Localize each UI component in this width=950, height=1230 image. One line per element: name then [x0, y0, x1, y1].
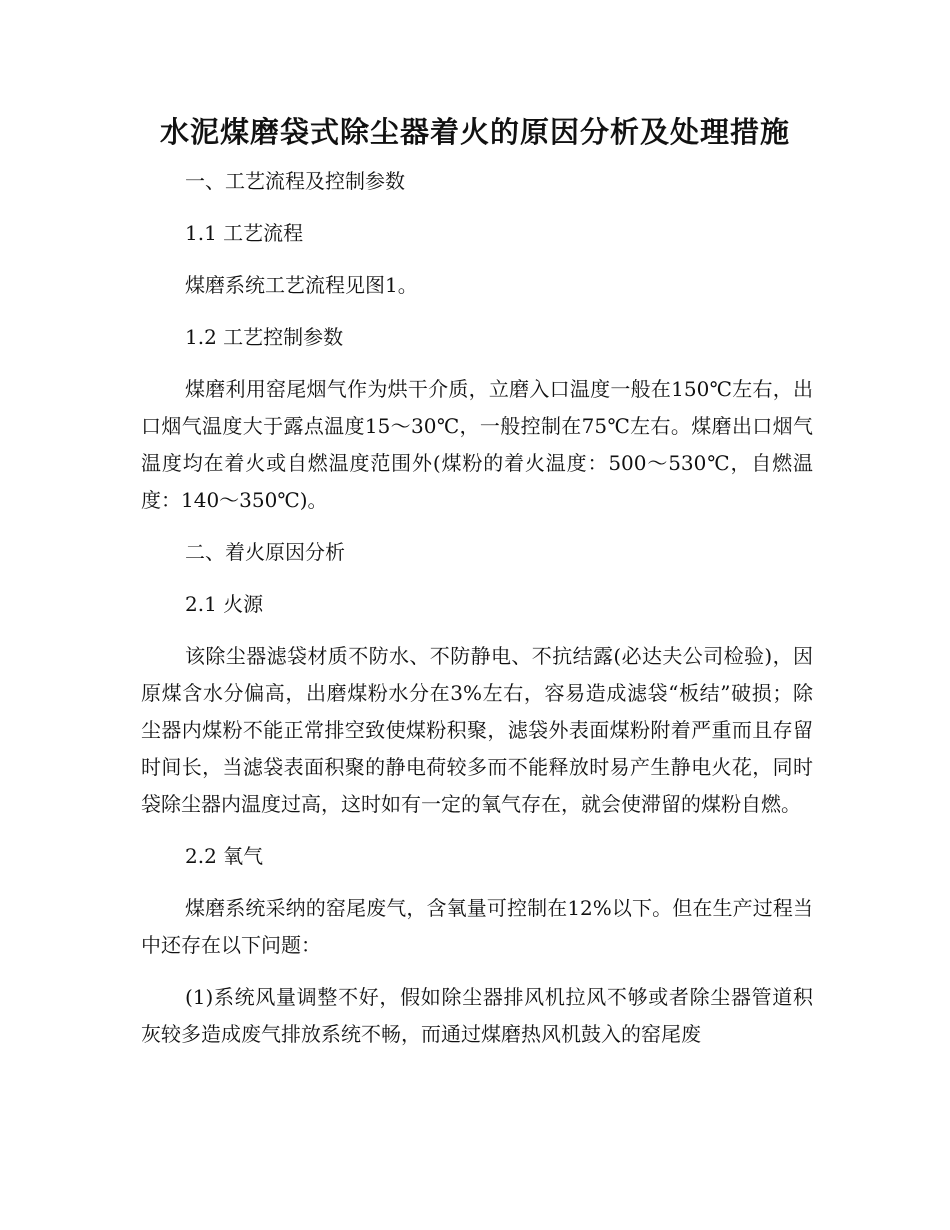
document-title: 水泥煤磨袋式除尘器着火的原因分析及处理措施 [159, 115, 790, 149]
paragraph-process-flow: 煤磨系统工艺流程见图1。 [185, 273, 418, 297]
paragraph-fire-source: 该除尘器滤袋材质不防水、不防静电、不抗结露(必达夫公司检验)，因原煤含水分偏高，出磨煤粉水分在3%左右，容易造成滤袋“板结”破损；除尘器内煤粉不能正常排空致使煤粉积聚，滤袋外表面煤粉附着严重而且存留时间长，当滤袋表面积聚的静电荷较多而不能释放时易产生静电火花，同时袋除尘器内温度过高，这时如有一定的氧气存在，就会使滞留的煤粉自燃。 [141, 644, 813, 816]
subheading-process-flow: 1.1 工艺流程 [185, 221, 304, 245]
paragraph-oxygen: 煤磨系统采纳的窑尾废气，含氧量可控制在12%以下。但在生产过程当中还存在以下问题： [141, 896, 813, 957]
subheading-control-parameters: 1.2 工艺控制参数 [185, 325, 344, 349]
subheading-oxygen: 2.2 氧气 [185, 844, 264, 868]
subheading-fire-source: 2.1 火源 [185, 592, 264, 616]
paragraph-control-parameters: 煤磨利用窑尾烟气作为烘干介质，立磨入口温度一般在150℃左右，出口烟气温度大于露点温度15～30℃，一般控制在75℃左右。煤磨出口烟气温度均在着火或自燃温度范围外(煤粉的着火温度：500～530℃，自燃温度：140～350℃)。 [141, 377, 813, 512]
heading-process-and-parameters: 一、工艺流程及控制参数 [185, 169, 405, 193]
paragraph-issue-1: (1)系统风量调整不好，假如除尘器排风机拉风不够或者除尘器管道积灰较多造成废气排放系统不畅，而通过煤磨热风机鼓入的窑尾废 [141, 985, 813, 1046]
heading-fire-cause-analysis: 二、着火原因分析 [185, 540, 345, 564]
document-body [141, 163, 813, 1053]
